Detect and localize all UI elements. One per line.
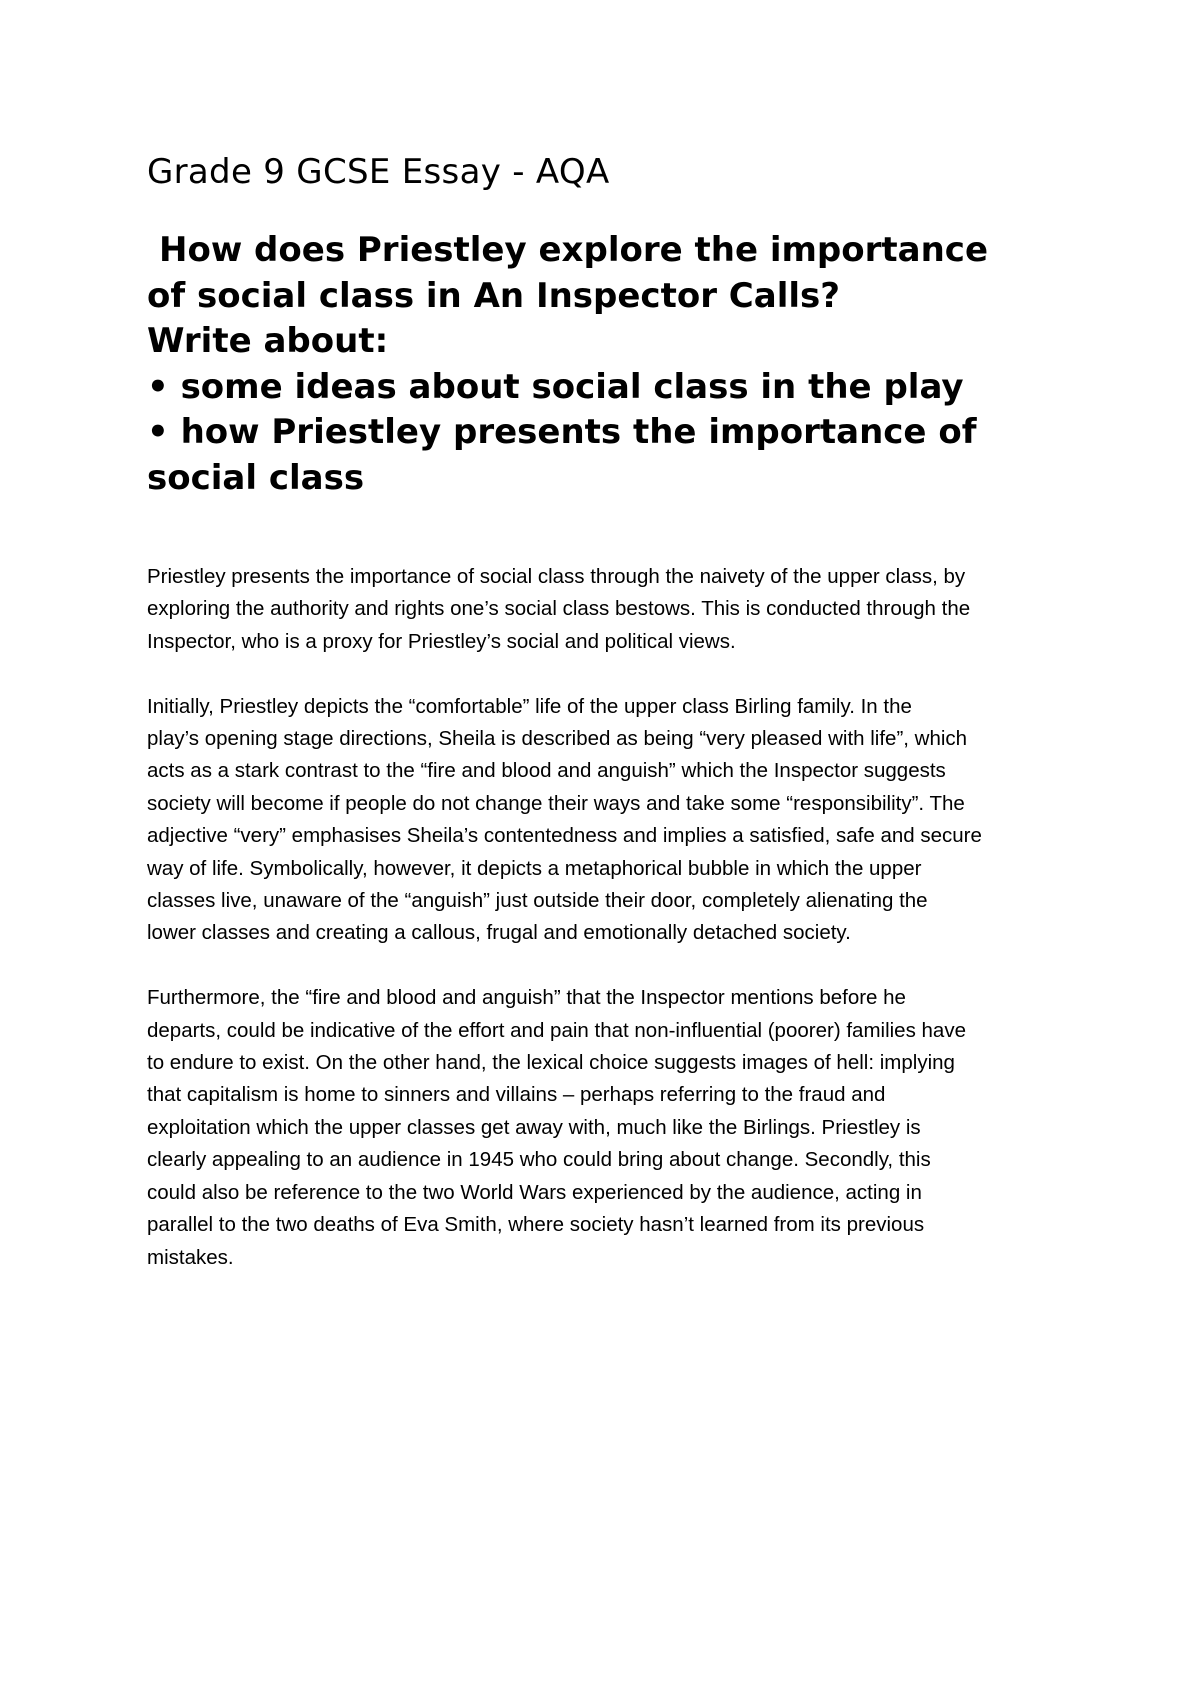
document-title: Grade 9 GCSE Essay - AQA bbox=[147, 152, 610, 192]
paragraph-introduction bbox=[147, 561, 1067, 658]
text-line: parallel to the two deaths of Eva Smith, where society hasn’t learned from its previous bbox=[147, 1213, 925, 1237]
text-line: Furthermore, the “fire and blood and anguish” that the Inspector mentions before he bbox=[147, 986, 906, 1010]
document-content bbox=[147, 150, 1067, 1306]
essay-question bbox=[147, 228, 1067, 501]
text-line: Inspector, who is a proxy for Priestley’s social and political views. bbox=[147, 629, 736, 653]
text-line: clearly appealing to an audience in 1945 who could bring about change. Secondly, this bbox=[147, 1148, 931, 1172]
question-line: of social class in An Inspector Calls? bbox=[147, 275, 840, 316]
text-line: that capitalism is home to sinners and villains – perhaps referring to the fraud and bbox=[147, 1083, 886, 1107]
text-line: Initially, Priestley depicts the “comfortable” life of the upper class Birling family. In the bbox=[147, 694, 912, 718]
text-line: society will become if people do not change their ways and take some “responsibility”. The bbox=[147, 791, 965, 815]
question-bullet-line: • how Priestley presents the importance of bbox=[147, 412, 977, 452]
text-line: acts as a stark contrast to the “fire and blood and anguish” which the Inspector suggests bbox=[147, 759, 946, 783]
paragraph-initially bbox=[147, 691, 1067, 950]
essay-body bbox=[147, 561, 1067, 1274]
paragraph-furthermore bbox=[147, 982, 1067, 1274]
text-line: exploring the authority and rights one’s social class bestows. This is conducted through the bbox=[147, 597, 971, 621]
text-line: lower classes and creating a callous, frugal and emotionally detached society. bbox=[147, 921, 851, 945]
text-line: way of life. Symbolically, however, it depicts a metaphorical bubble in which the upper bbox=[147, 856, 922, 880]
text-line: could also be reference to the two World Wars experienced by the audience, acting in bbox=[147, 1180, 922, 1204]
question-line: Write about: bbox=[147, 321, 389, 361]
text-line: departs, could be indicative of the effort and pain that non-influential (poorer) families have bbox=[147, 1018, 966, 1042]
question-line: social class bbox=[147, 457, 365, 498]
text-line: Priestley presents the importance of social class through the naivety of the upper class, by bbox=[147, 565, 966, 588]
text-line: play’s opening stage directions, Sheila is described as being “very pleased with life”, which bbox=[147, 727, 968, 751]
text-line: classes live, unaware of the “anguish” just outside their door, completely alienating the bbox=[147, 889, 928, 913]
text-line: to endure to exist. On the other hand, the lexical choice suggests images of hell: implying bbox=[147, 1051, 955, 1075]
text-line: mistakes. bbox=[147, 1245, 234, 1269]
question-bullet-line: • some ideas about social class in the play bbox=[147, 366, 964, 407]
text-line: adjective “very” emphasises Sheila’s contentedness and implies a satisfied, safe and secure bbox=[147, 824, 982, 848]
question-line: How does Priestley explore the importance bbox=[159, 230, 989, 270]
text-line: exploitation which the upper classes get away with, much like the Birlings. Priestley is bbox=[147, 1115, 921, 1139]
